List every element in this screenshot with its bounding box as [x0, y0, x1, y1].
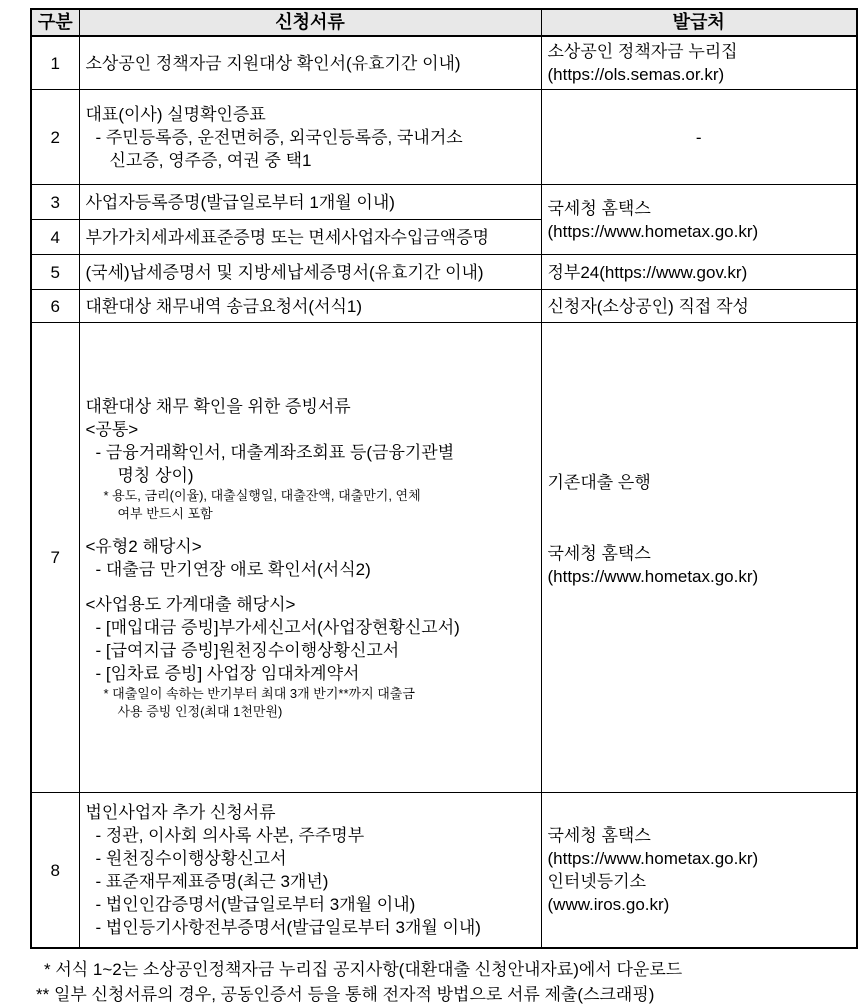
doc-line: 명칭 상이)	[117, 465, 194, 485]
issuer-line: 인터넷등기소	[547, 872, 647, 891]
header-issuer: 발급처	[541, 9, 857, 36]
header-category: 구분	[31, 9, 79, 36]
header-documents: 신청서류	[79, 9, 541, 36]
doc-section-household: <사업용도 가계대출 해당시>	[85, 594, 296, 614]
row-7-number: 7	[31, 323, 79, 793]
row-6-document	[79, 290, 541, 323]
issuer-url: (www.iros.go.kr)	[547, 895, 670, 914]
doc-section-common: <공통>	[85, 419, 139, 439]
row-4-document	[79, 220, 541, 255]
doc-note: 여부 반드시 포함	[117, 505, 213, 521]
documents-table	[30, 8, 858, 949]
table-row-3	[31, 185, 857, 220]
doc-section-type2: <유형2 해당시>	[85, 536, 202, 556]
doc-line: 대환대상 채무 확인을 위한 증빙서류	[85, 396, 351, 416]
issuer-line: 국세청 홈택스	[547, 544, 651, 563]
doc-line: - 법인등기사항전부증명서(발급일로부터 3개월 이내)	[95, 918, 481, 937]
doc-line: - 표준재무제표증명(최근 3개년)	[95, 872, 329, 891]
doc-line: - [매입대금 증빙]부가세신고서(사업장현황신고서)	[95, 617, 460, 637]
issuer-url: (https://www.hometax.go.kr)	[547, 221, 759, 241]
doc-note: * 대출일이 속하는 반기부터 최대 3개 반기**까지 대출금	[103, 685, 415, 701]
doc-line: 대표(이사) 실명확인증표	[85, 104, 266, 124]
row-3-number: 3	[31, 185, 79, 220]
row-5-number: 5	[31, 255, 79, 290]
row-2-number: 2	[31, 90, 79, 185]
row-8-number: 8	[31, 793, 79, 949]
header-row	[31, 9, 857, 36]
row-5-issuer	[541, 255, 857, 290]
doc-line: - 주민등록증, 운전면허증, 외국인등록증, 국내거소	[95, 127, 463, 147]
row-5-document	[79, 255, 541, 290]
row-1-number: 1	[31, 36, 79, 90]
doc-line: - 원천징수이행상황신고서	[95, 849, 287, 868]
spacer	[548, 494, 851, 542]
table-row-6	[31, 290, 857, 323]
table-row-1	[31, 36, 857, 90]
doc-note: 사용 증빙 인정(최대 1천만원)	[117, 703, 283, 719]
doc-line: 사업자등록증명(발급일로부터 1개월 이내)	[85, 192, 395, 212]
row-3-document	[79, 185, 541, 220]
doc-line: 소상공인 정책자금 지원대상 확인서(유효기간 이내)	[85, 53, 461, 73]
row-6-number: 6	[31, 290, 79, 323]
table-row-7	[31, 323, 857, 793]
row-2-issuer: -	[541, 90, 857, 185]
row-7-document	[79, 323, 541, 793]
doc-line: (국세)납세증명서 및 지방세납세증명서(유효기간 이내)	[85, 262, 484, 282]
issuer-bank: 기존대출 은행	[547, 473, 651, 492]
issuer-url: (https://www.hometax.go.kr)	[547, 849, 759, 868]
issuer-line: 정부24(https://www.gov.kr)	[547, 262, 748, 282]
issuer-line: 국세청 홈택스	[547, 826, 651, 845]
row-7-issuer	[541, 323, 857, 793]
issuer-line: 신청자(소상공인) 직접 작성	[547, 296, 749, 316]
row-8-document	[79, 793, 541, 949]
row-3-4-issuer	[541, 185, 857, 255]
doc-line: 법인사업자 추가 신청서류	[85, 803, 276, 822]
footnote-1: * 서식 1~2는 소상공인정책자금 누리집 공지사항(대환대출 신청안내자료)에서 다운로드	[44, 960, 683, 979]
issuer-line: 소상공인 정책자금 누리집	[547, 42, 738, 61]
row-4-number: 4	[31, 220, 79, 255]
doc-line: - 금융거래확인서, 대출계좌조회표 등(금융기관별	[95, 442, 455, 462]
doc-note: * 용도, 금리(이율), 대출실행일, 대출잔액, 대출만기, 연체	[103, 487, 421, 503]
issuer-url: (https://www.hometax.go.kr)	[547, 567, 759, 586]
table-row-2	[31, 90, 857, 185]
doc-line: - [임차료 증빙] 사업장 임대차계약서	[95, 663, 360, 683]
doc-line: - 대출금 만기연장 애로 확인서(서식2)	[95, 559, 371, 579]
footnotes	[30, 957, 856, 1007]
doc-line: 대환대상 채무내역 송금요청서(서식1)	[85, 296, 363, 316]
row-1-document	[79, 36, 541, 90]
row-6-issuer	[541, 290, 857, 323]
issuer-url: (https://ols.semas.or.kr)	[547, 65, 725, 84]
row-8-issuer	[541, 793, 857, 949]
doc-line: - 정관, 이사회 의사록 사본, 주주명부	[95, 826, 365, 845]
footnote-2: ** 일부 신청서류의 경우, 공동인증서 등을 통해 전자적 방법으로 서류 제출(스크래핑)	[36, 985, 655, 1004]
doc-line: 신고증, 영주증, 여권 중 택1	[109, 150, 312, 170]
row-1-issuer	[541, 36, 857, 90]
row-2-document	[79, 90, 541, 185]
table-row-8	[31, 793, 857, 949]
table-row-5	[31, 255, 857, 290]
issuer-line: 국세청 홈택스	[547, 198, 651, 218]
doc-line: 부가가치세과세표준증명 또는 면세사업자수입금액증명	[85, 227, 490, 247]
doc-line: - 법인인감증명서(발급일로부터 3개월 이내)	[95, 895, 416, 914]
doc-line: - [급여지급 증빙]원천징수이행상황신고서	[95, 640, 400, 660]
